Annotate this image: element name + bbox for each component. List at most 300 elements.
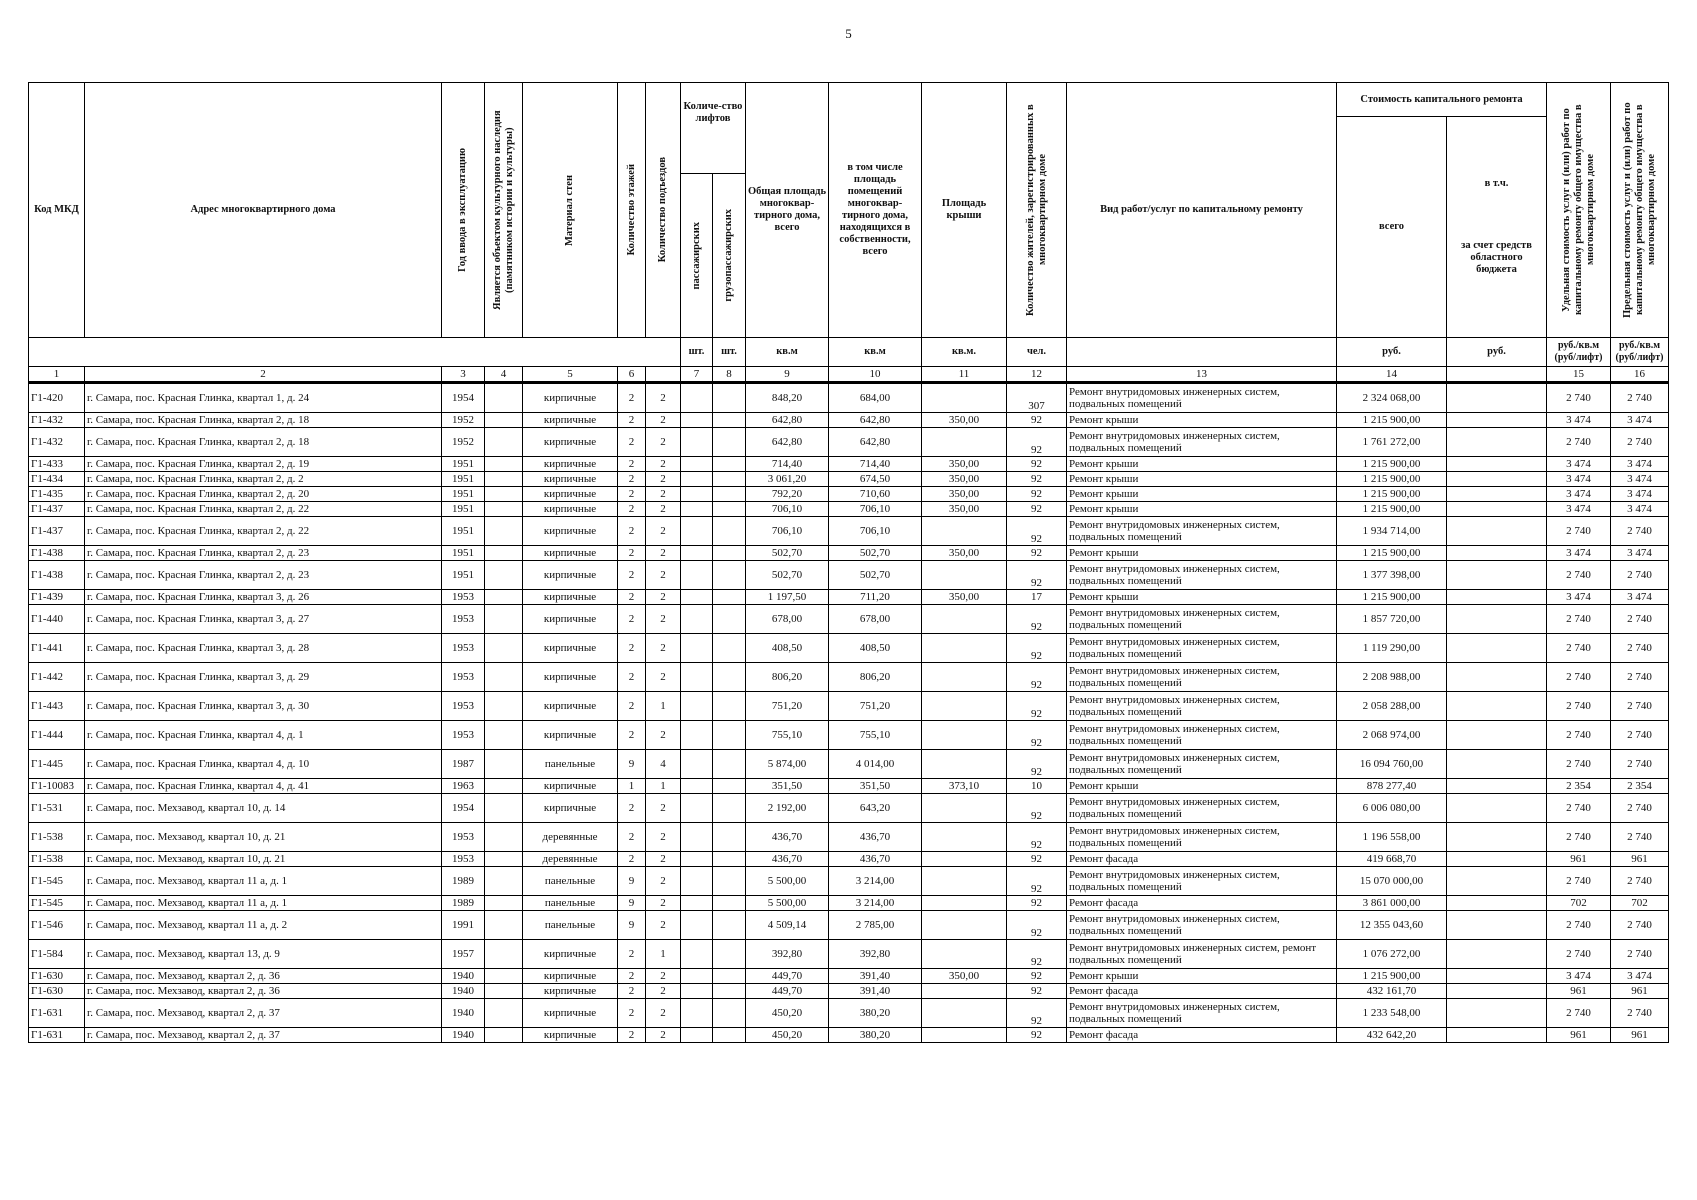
column-number: 8 <box>713 367 746 383</box>
cell-owned: 711,20 <box>829 590 922 605</box>
header-owned-area: в том числе площадь помещений многоквар-тирного дома, находящихся в собственности, всего <box>829 83 922 338</box>
table-row <box>29 472 1669 487</box>
cell-lc <box>713 517 746 546</box>
cell-total: 450,20 <box>746 999 829 1028</box>
cell-heritage <box>485 823 523 852</box>
cell-code: Г1-630 <box>29 984 85 999</box>
cell-total: 5 874,00 <box>746 750 829 779</box>
cell-year: 1940 <box>442 999 485 1028</box>
cell-owned: 392,80 <box>829 940 922 969</box>
cell-walls: кирпичные <box>523 457 618 472</box>
cell-code: Г1-438 <box>29 561 85 590</box>
cell-roof <box>922 663 1007 692</box>
cell-spec: 3 474 <box>1547 487 1611 502</box>
table-row <box>29 383 1669 413</box>
cell-total: 706,10 <box>746 517 829 546</box>
cell-addr: г. Самара, пос. Мехзавод, квартал 10, д. 14 <box>85 794 442 823</box>
cell-year: 1951 <box>442 517 485 546</box>
cell-roof <box>922 794 1007 823</box>
cell-limit: 2 354 <box>1611 779 1669 794</box>
cell-code: Г1-442 <box>29 663 85 692</box>
cell-lc <box>713 605 746 634</box>
cell-floors: 2 <box>618 413 646 428</box>
cell-limit: 3 474 <box>1611 487 1669 502</box>
cell-lp <box>681 561 713 590</box>
cell-floors: 2 <box>618 721 646 750</box>
cell-walls: панельные <box>523 896 618 911</box>
cell-addr: г. Самара, пос. Красная Глинка, квартал 4, д. 1 <box>85 721 442 750</box>
header-incl-label: в т.ч. <box>1484 178 1509 189</box>
cell-walls: кирпичные <box>523 999 618 1028</box>
table-row <box>29 663 1669 692</box>
cell-owned: 3 214,00 <box>829 896 922 911</box>
column-number: 11 <box>922 367 1007 383</box>
cell-ent: 2 <box>646 502 681 517</box>
cell-floors: 9 <box>618 750 646 779</box>
cell-roof <box>922 823 1007 852</box>
cell-total: 806,20 <box>746 663 829 692</box>
cell-ent: 2 <box>646 969 681 984</box>
cell-ent: 2 <box>646 896 681 911</box>
cell-code: Г1-631 <box>29 999 85 1028</box>
header-year: Год ввода в эксплуатацию <box>442 83 485 338</box>
cell-spec: 2 740 <box>1547 999 1611 1028</box>
cell-work: Ремонт фасада <box>1067 1028 1337 1043</box>
cell-owned: 706,10 <box>829 517 922 546</box>
cell-res: 92 <box>1007 999 1067 1028</box>
cell-spec: 2 740 <box>1547 663 1611 692</box>
cell-ent: 2 <box>646 546 681 561</box>
cell-roof: 350,00 <box>922 413 1007 428</box>
unit-empty <box>29 338 681 367</box>
cell-walls: кирпичные <box>523 487 618 502</box>
cell-budget <box>1447 487 1547 502</box>
cell-spec: 3 474 <box>1547 457 1611 472</box>
table-row <box>29 896 1669 911</box>
cell-heritage <box>485 750 523 779</box>
cell-heritage <box>485 634 523 663</box>
cell-lp <box>681 1028 713 1043</box>
cell-budget <box>1447 663 1547 692</box>
cell-roof <box>922 750 1007 779</box>
cell-work: Ремонт внутридомовых инженерных систем, подвальных помещений <box>1067 428 1337 457</box>
cell-code: Г1-420 <box>29 383 85 413</box>
cell-budget <box>1447 984 1547 999</box>
cell-lc <box>713 590 746 605</box>
cell-floors: 2 <box>618 634 646 663</box>
cell-roof: 350,00 <box>922 487 1007 502</box>
cell-roof: 350,00 <box>922 969 1007 984</box>
cell-floors: 2 <box>618 663 646 692</box>
cell-walls: кирпичные <box>523 779 618 794</box>
cell-spec: 2 740 <box>1547 823 1611 852</box>
header-specific-cost: Удельная стоимость услуг и (или) работ по капитальному ремонту общего имущества в многоквартирном доме <box>1547 83 1611 338</box>
column-number: 7 <box>681 367 713 383</box>
cell-cost: 1 377 398,00 <box>1337 561 1447 590</box>
cell-spec: 2 740 <box>1547 383 1611 413</box>
cell-total: 449,70 <box>746 984 829 999</box>
cell-owned: 678,00 <box>829 605 922 634</box>
cell-res: 92 <box>1007 896 1067 911</box>
cell-addr: г. Самара, пос. Мехзавод, квартал 2, д. 37 <box>85 999 442 1028</box>
cell-year: 1989 <box>442 867 485 896</box>
cell-lp <box>681 969 713 984</box>
table-row <box>29 413 1669 428</box>
cell-total: 848,20 <box>746 383 829 413</box>
cell-heritage <box>485 867 523 896</box>
cell-lc <box>713 896 746 911</box>
cell-code: Г1-435 <box>29 487 85 502</box>
cell-ent: 2 <box>646 487 681 502</box>
cell-owned: 408,50 <box>829 634 922 663</box>
cell-res: 92 <box>1007 546 1067 561</box>
cell-heritage <box>485 561 523 590</box>
cell-cost: 1 215 900,00 <box>1337 502 1447 517</box>
cell-year: 1989 <box>442 896 485 911</box>
cell-work: Ремонт внутридомовых инженерных систем, подвальных помещений <box>1067 750 1337 779</box>
cell-budget <box>1447 413 1547 428</box>
cell-lc <box>713 502 746 517</box>
cell-floors: 2 <box>618 457 646 472</box>
cell-limit: 3 474 <box>1611 502 1669 517</box>
cell-res: 92 <box>1007 911 1067 940</box>
cell-code: Г1-631 <box>29 1028 85 1043</box>
cell-owned: 684,00 <box>829 383 922 413</box>
cell-ent: 1 <box>646 692 681 721</box>
table-row <box>29 750 1669 779</box>
header-incl-budget: за счет средств областного бюджета <box>1461 240 1532 275</box>
cell-addr: г. Самара, пос. Мехзавод, квартал 2, д. 36 <box>85 969 442 984</box>
cell-heritage <box>485 663 523 692</box>
cell-owned: 751,20 <box>829 692 922 721</box>
cell-limit: 3 474 <box>1611 472 1669 487</box>
column-number: 3 <box>442 367 485 383</box>
cell-cost: 1 761 272,00 <box>1337 428 1447 457</box>
cell-res: 92 <box>1007 428 1067 457</box>
cell-year: 1954 <box>442 794 485 823</box>
cell-budget <box>1447 590 1547 605</box>
cell-ent: 2 <box>646 867 681 896</box>
table-row <box>29 457 1669 472</box>
cell-ent: 2 <box>646 721 681 750</box>
cell-limit: 961 <box>1611 984 1669 999</box>
cell-spec: 961 <box>1547 984 1611 999</box>
cell-cost: 16 094 760,00 <box>1337 750 1447 779</box>
cell-floors: 2 <box>618 1028 646 1043</box>
cell-walls: кирпичные <box>523 502 618 517</box>
cell-cost: 15 070 000,00 <box>1337 867 1447 896</box>
cell-lc <box>713 750 746 779</box>
table-row <box>29 984 1669 999</box>
cell-spec: 3 474 <box>1547 502 1611 517</box>
cell-code: Г1-439 <box>29 590 85 605</box>
cell-addr: г. Самара, пос. Красная Глинка, квартал 2, д. 22 <box>85 517 442 546</box>
cell-walls: панельные <box>523 911 618 940</box>
cell-roof <box>922 605 1007 634</box>
cell-addr: г. Самара, пос. Красная Глинка, квартал 2, д. 22 <box>85 502 442 517</box>
cell-budget <box>1447 794 1547 823</box>
cell-roof <box>922 692 1007 721</box>
cell-ent: 2 <box>646 634 681 663</box>
cell-lp <box>681 457 713 472</box>
cell-floors: 2 <box>618 502 646 517</box>
cell-addr: г. Самара, пос. Красная Глинка, квартал 3, д. 30 <box>85 692 442 721</box>
cell-total: 392,80 <box>746 940 829 969</box>
cell-res: 92 <box>1007 502 1067 517</box>
cell-owned: 642,80 <box>829 413 922 428</box>
cell-lc <box>713 969 746 984</box>
cell-year: 1940 <box>442 969 485 984</box>
cell-budget <box>1447 472 1547 487</box>
cell-lc <box>713 692 746 721</box>
cell-work: Ремонт внутридомовых инженерных систем, подвальных помещений <box>1067 383 1337 413</box>
cell-lc <box>713 472 746 487</box>
cell-code: Г1-445 <box>29 750 85 779</box>
cell-budget <box>1447 546 1547 561</box>
cell-code: Г1-630 <box>29 969 85 984</box>
cell-floors: 2 <box>618 999 646 1028</box>
table-row <box>29 852 1669 867</box>
cell-budget <box>1447 750 1547 779</box>
cell-limit: 961 <box>1611 1028 1669 1043</box>
cell-roof <box>922 428 1007 457</box>
table-row <box>29 605 1669 634</box>
column-number: 13 <box>1067 367 1337 383</box>
cell-floors: 2 <box>618 605 646 634</box>
table-row <box>29 867 1669 896</box>
cell-res: 92 <box>1007 721 1067 750</box>
unit-cost-total: руб. <box>1337 338 1447 367</box>
header-residents: Количество жителей, зарегистрированных в многоквартирном доме <box>1007 83 1067 338</box>
cell-roof: 350,00 <box>922 457 1007 472</box>
unit-total-area: кв.м <box>746 338 829 367</box>
cell-budget <box>1447 561 1547 590</box>
cell-owned: 502,70 <box>829 561 922 590</box>
cell-roof <box>922 634 1007 663</box>
cell-year: 1951 <box>442 561 485 590</box>
cell-ent: 2 <box>646 457 681 472</box>
table-row <box>29 721 1669 750</box>
cell-floors: 2 <box>618 794 646 823</box>
cell-ent: 2 <box>646 663 681 692</box>
cell-lc <box>713 721 746 750</box>
cell-roof <box>922 852 1007 867</box>
cell-cost: 1 215 900,00 <box>1337 413 1447 428</box>
unit-owned-area: кв.м <box>829 338 922 367</box>
cell-floors: 1 <box>618 779 646 794</box>
column-number: 4 <box>485 367 523 383</box>
cell-addr: г. Самара, пос. Мехзавод, квартал 10, д. 21 <box>85 823 442 852</box>
cell-work: Ремонт крыши <box>1067 487 1337 502</box>
cell-limit: 2 740 <box>1611 867 1669 896</box>
cell-walls: кирпичные <box>523 794 618 823</box>
cell-walls: кирпичные <box>523 428 618 457</box>
column-number: 10 <box>829 367 922 383</box>
cell-walls: кирпичные <box>523 721 618 750</box>
cell-spec: 2 740 <box>1547 721 1611 750</box>
cell-limit: 2 740 <box>1611 561 1669 590</box>
header-cost: Стоимость капитального ремонта <box>1337 83 1547 117</box>
cell-res: 17 <box>1007 590 1067 605</box>
cell-spec: 2 740 <box>1547 692 1611 721</box>
header-work-type: Вид работ/услуг по капитальному ремонту <box>1067 83 1337 338</box>
unit-lifts-cargo: шт. <box>713 338 746 367</box>
cell-lp <box>681 794 713 823</box>
cell-total: 5 500,00 <box>746 896 829 911</box>
cell-ent: 2 <box>646 590 681 605</box>
cell-floors: 2 <box>618 984 646 999</box>
header-lifts-cargo: грузопассажирских <box>713 174 746 338</box>
cell-limit: 3 474 <box>1611 457 1669 472</box>
cell-ent: 2 <box>646 413 681 428</box>
cell-heritage <box>485 911 523 940</box>
cell-cost: 878 277,40 <box>1337 779 1447 794</box>
cell-res: 10 <box>1007 779 1067 794</box>
cell-limit: 2 740 <box>1611 794 1669 823</box>
cell-res: 92 <box>1007 692 1067 721</box>
cell-spec: 2 740 <box>1547 750 1611 779</box>
cell-spec: 2 354 <box>1547 779 1611 794</box>
cell-cost: 1 119 290,00 <box>1337 634 1447 663</box>
cell-code: Г1-434 <box>29 472 85 487</box>
unit-limit-cost: руб./кв.м (руб/лифт) <box>1611 338 1669 367</box>
table-row <box>29 911 1669 940</box>
cell-floors: 2 <box>618 823 646 852</box>
column-number: 15 <box>1547 367 1611 383</box>
cell-roof <box>922 561 1007 590</box>
cell-floors: 2 <box>618 561 646 590</box>
cell-ent: 2 <box>646 383 681 413</box>
cell-lp <box>681 999 713 1028</box>
cell-total: 751,20 <box>746 692 829 721</box>
header-limit-cost: Предельная стоимость услуг и (или) работ по капитальному ремонту общего имущества в многоквартирном доме <box>1611 83 1669 338</box>
cell-res: 92 <box>1007 794 1067 823</box>
cell-lp <box>681 984 713 999</box>
header-code: Код МКД <box>29 83 85 338</box>
cell-budget <box>1447 502 1547 517</box>
cell-code: Г1-545 <box>29 896 85 911</box>
cell-work: Ремонт внутридомовых инженерных систем, ремонт подвальных помещений <box>1067 940 1337 969</box>
cell-res: 92 <box>1007 867 1067 896</box>
cell-walls: кирпичные <box>523 605 618 634</box>
cell-code: Г1-538 <box>29 823 85 852</box>
cell-owned: 674,50 <box>829 472 922 487</box>
cell-addr: г. Самара, пос. Мехзавод, квартал 2, д. 37 <box>85 1028 442 1043</box>
cell-spec: 3 474 <box>1547 546 1611 561</box>
cell-ent: 2 <box>646 472 681 487</box>
cell-year: 1951 <box>442 502 485 517</box>
cell-addr: г. Самара, пос. Красная Глинка, квартал 4, д. 41 <box>85 779 442 794</box>
cell-total: 714,40 <box>746 457 829 472</box>
cell-year: 1953 <box>442 823 485 852</box>
cell-ent: 2 <box>646 428 681 457</box>
table-row <box>29 940 1669 969</box>
cell-res: 92 <box>1007 750 1067 779</box>
column-number: 9 <box>746 367 829 383</box>
cell-heritage <box>485 502 523 517</box>
cell-lp <box>681 634 713 663</box>
cell-addr: г. Самара, пос. Красная Глинка, квартал 2, д. 23 <box>85 546 442 561</box>
cell-heritage <box>485 487 523 502</box>
cell-cost: 1 215 900,00 <box>1337 457 1447 472</box>
cell-floors: 9 <box>618 896 646 911</box>
cell-lc <box>713 634 746 663</box>
cell-work: Ремонт внутридомовых инженерных систем, подвальных помещений <box>1067 517 1337 546</box>
cell-ent: 2 <box>646 984 681 999</box>
cell-budget <box>1447 867 1547 896</box>
cell-floors: 2 <box>618 546 646 561</box>
cell-work: Ремонт крыши <box>1067 457 1337 472</box>
cell-spec: 3 474 <box>1547 590 1611 605</box>
cell-work: Ремонт внутридомовых инженерных систем, подвальных помещений <box>1067 605 1337 634</box>
unit-work-empty <box>1067 338 1337 367</box>
cell-cost: 1 215 900,00 <box>1337 546 1447 561</box>
cell-res: 92 <box>1007 823 1067 852</box>
cell-lc <box>713 383 746 413</box>
column-number: 6 <box>618 367 646 383</box>
cell-code: Г1-443 <box>29 692 85 721</box>
table-row <box>29 779 1669 794</box>
cell-floors: 2 <box>618 969 646 984</box>
column-number: 16 <box>1611 367 1669 383</box>
cell-owned: 642,80 <box>829 428 922 457</box>
cell-roof: 350,00 <box>922 472 1007 487</box>
cell-lp <box>681 940 713 969</box>
cell-owned: 2 785,00 <box>829 911 922 940</box>
cell-res: 307 <box>1007 383 1067 413</box>
cell-budget <box>1447 517 1547 546</box>
cell-heritage <box>485 984 523 999</box>
cell-lc <box>713 867 746 896</box>
cell-res: 92 <box>1007 984 1067 999</box>
cell-work: Ремонт крыши <box>1067 472 1337 487</box>
table-body <box>29 383 1669 1043</box>
header-cost-total: всего <box>1337 117 1447 338</box>
cell-year: 1953 <box>442 663 485 692</box>
cell-res: 92 <box>1007 517 1067 546</box>
cell-walls: кирпичные <box>523 984 618 999</box>
cell-walls: кирпичные <box>523 940 618 969</box>
cell-cost: 1 215 900,00 <box>1337 969 1447 984</box>
header-lifts-pass: пассажирских <box>681 174 713 338</box>
cell-ent: 2 <box>646 1028 681 1043</box>
cell-code: Г1-10083 <box>29 779 85 794</box>
cell-floors: 2 <box>618 590 646 605</box>
cell-lc <box>713 779 746 794</box>
cell-res: 92 <box>1007 487 1067 502</box>
cell-walls: деревянные <box>523 852 618 867</box>
cell-cost: 3 861 000,00 <box>1337 896 1447 911</box>
cell-lp <box>681 852 713 867</box>
cell-walls: кирпичные <box>523 590 618 605</box>
cell-work: Ремонт крыши <box>1067 546 1337 561</box>
cell-roof: 350,00 <box>922 546 1007 561</box>
cell-addr: г. Самара, пос. Красная Глинка, квартал 3, д. 28 <box>85 634 442 663</box>
cell-limit: 3 474 <box>1611 413 1669 428</box>
cell-cost: 1 934 714,00 <box>1337 517 1447 546</box>
cell-heritage <box>485 969 523 984</box>
cell-work: Ремонт крыши <box>1067 969 1337 984</box>
cell-addr: г. Самара, пос. Мехзавод, квартал 13, д. 9 <box>85 940 442 969</box>
cell-year: 1951 <box>442 472 485 487</box>
cell-total: 642,80 <box>746 428 829 457</box>
cell-budget <box>1447 692 1547 721</box>
table-row <box>29 692 1669 721</box>
cell-addr: г. Самара, пос. Мехзавод, квартал 10, д. 21 <box>85 852 442 867</box>
cell-ent: 2 <box>646 999 681 1028</box>
cell-budget <box>1447 428 1547 457</box>
cell-budget <box>1447 823 1547 852</box>
